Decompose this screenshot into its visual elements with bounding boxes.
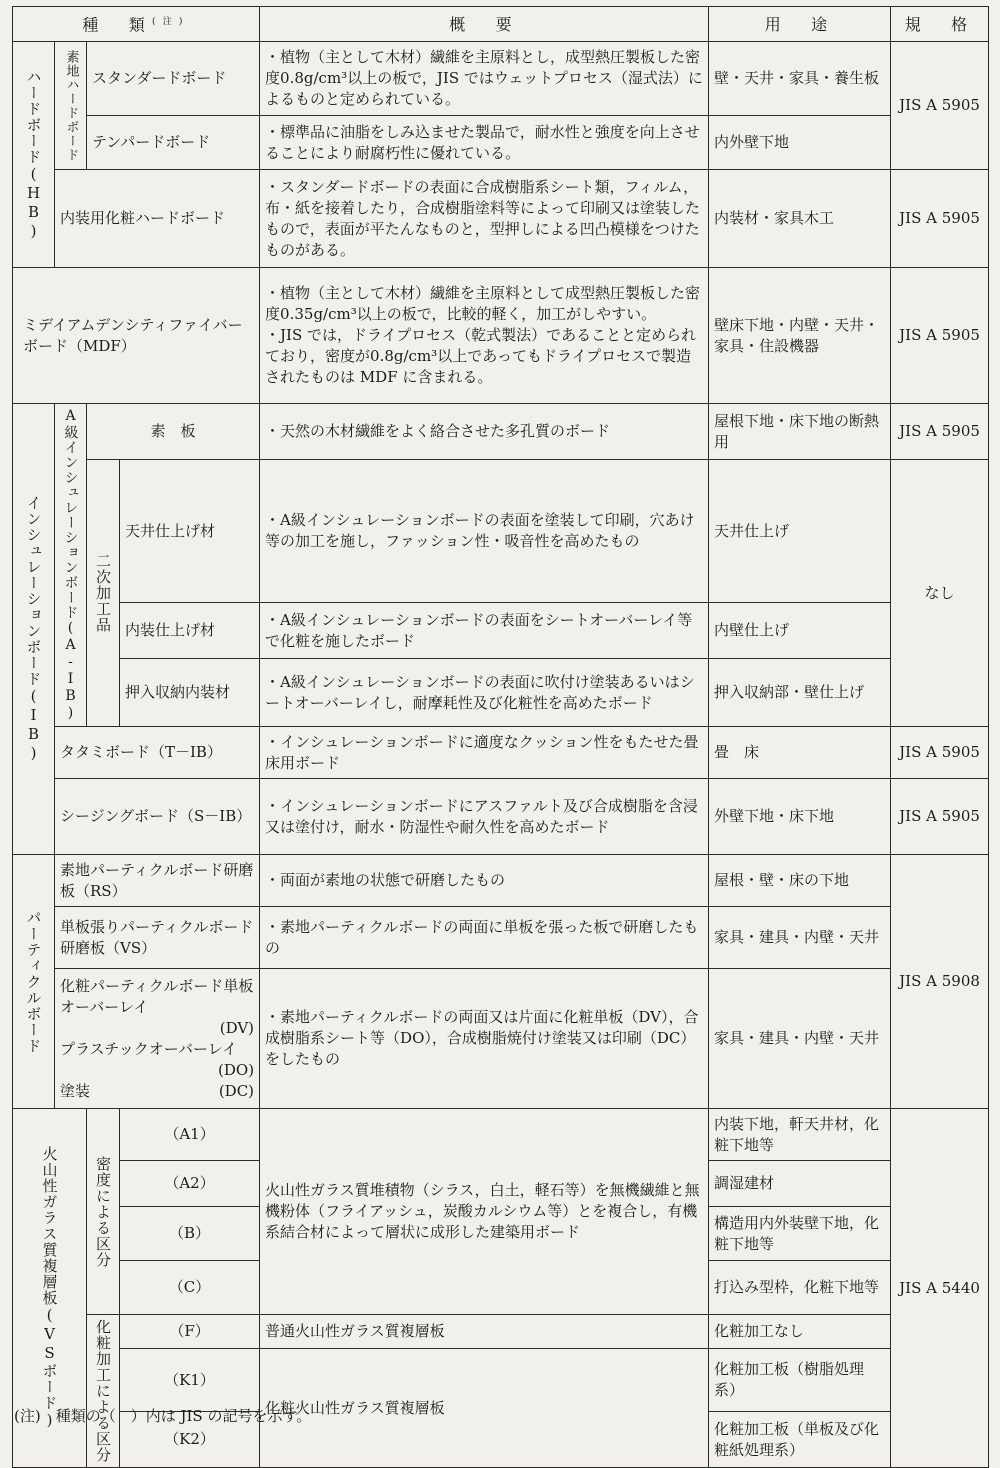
summary-sheathing-board: ・インシュレーションボードにアスファルト及び合成樹脂を含浸又は塗付け，耐水・防湿性や耐久性を高めたボード (260, 779, 709, 855)
use-vs: 家具・建具・内壁・天井 (709, 907, 891, 969)
group-label-ib: インシュレーションボード(IB) (13, 404, 55, 855)
header-use: 用 途 (709, 7, 891, 42)
use-deco-hardboard: 内装材・家具木工 (709, 170, 891, 268)
group-label-vs: 火山性ガラス質複層板(VSボード) (13, 1109, 87, 1468)
sublabel-secondary: 二次加工品 (87, 460, 120, 727)
kind-sheathing-board: シージングボード（S－IB） (55, 779, 260, 855)
grade-c: （C） (120, 1261, 260, 1315)
spec-deco-hardboard: JIS A 5905 (891, 170, 989, 268)
header-summary: 概 要 (260, 7, 709, 42)
kind-tatami-board: タタミボード（T－IB） (55, 727, 260, 779)
use-b: 構造用内外装壁下地，化粧下地等 (709, 1207, 891, 1261)
spec-mdf: JIS A 5905 (891, 268, 989, 404)
spec-particle-board: JIS A 5908 (891, 855, 989, 1109)
use-sheathing-board: 外壁下地・床下地 (709, 779, 891, 855)
table-row (13, 268, 989, 404)
kind-temper-board: テンパードボード (87, 116, 260, 170)
summary-tatami-board: ・インシュレーションボードに適度なクッション性をもたせた畳床用ボード (260, 727, 709, 779)
summary-mdf-2: ・JIS では，ドライプロセス（乾式製法）であることと定められており，密度が0.8g/cm³以上であってもドライプロセスで製造されたものは MDF に含まれる。 (265, 326, 697, 386)
table-row (13, 170, 989, 268)
use-tatami-board: 畳 床 (709, 727, 891, 779)
kind-rs: 素地パーティクルボード研磨板（RS） (55, 855, 260, 907)
summary-f: 普通火山性ガラス質複層板 (260, 1315, 709, 1349)
use-temper-board: 内外壁下地 (709, 116, 891, 170)
summary-k: 化粧火山性ガラス質複層板 (260, 1349, 709, 1468)
kind-deco-hardboard: 内装用化粧ハードボード (55, 170, 260, 268)
spec-tatami-board: JIS A 5905 (891, 727, 989, 779)
summary-deco-particle: ・素地パーティクルボードの両面又は片面に化粧単板（DV），合成樹脂系シート等（DO），合成樹脂焼付け塗装又は印刷（DC）をしたもの (260, 969, 709, 1109)
use-closet-material: 押入収納部・壁仕上げ (709, 659, 891, 727)
table-row (13, 116, 989, 170)
use-k1: 化粧加工板（樹脂処理系） (709, 1349, 891, 1412)
grade-a1: （A1） (120, 1109, 260, 1161)
spec-sheathing-board: JIS A 5905 (891, 779, 989, 855)
table-row (13, 1349, 989, 1412)
spec-none: なし (891, 460, 989, 727)
use-c: 打込み型枠，化粧下地等 (709, 1261, 891, 1315)
group-label-pb: パーティクルボード (13, 855, 55, 1109)
summary-mdf-1: ・植物（主として木材）繊維を主原料として成型熱圧製板した密度0.35g/cm³以上の板で，比較的軽く，加工がしやすい。 (265, 284, 701, 323)
table-row (13, 460, 989, 603)
kind-deco-l1: 化粧パーティクルボード単板オーバーレイ (60, 976, 254, 1016)
use-a1: 内装下地，軒天井材，化粧下地等 (709, 1109, 891, 1161)
summary-density: 火山性ガラス質堆積物（シラス，白土，軽石等）を無機繊維と無機粉体（フライアッシュ，炭酸カルシウム等）とを複合し，有機系結合材によって層状に成形した建築用ボード (260, 1109, 709, 1315)
grade-k1: （K1） (120, 1349, 260, 1412)
sublabel-finish: 化粧加工による区分 (87, 1315, 120, 1468)
sublabel-hb-plain: 素地ハードボード (55, 42, 87, 170)
group-label-hb: ハードボード(HB) (13, 42, 55, 268)
summary-deco-hardboard: ・スタンダードボードの表面に合成樹脂系シート類，フィルム，布・紙を接着したり，合成樹脂塗料等によって印刷又は塗装したもので，表面が平たんなものと，型押しによる凹凸模様をつけたものがある。 (260, 170, 709, 268)
table-row (13, 779, 989, 855)
summary-interior-finish: ・A級インシュレーションボードの表面をシートオーバーレイ等で化粧を施したボード (260, 603, 709, 659)
use-a2: 調湿建材 (709, 1161, 891, 1207)
footnote: (注) 種類の（ ）内は JIS の記号を示す。 (14, 1407, 312, 1425)
kind-mdf: ミデイアムデンシティファイバーボード（MDF） (13, 268, 260, 404)
kind-vs: 単板張りパーティクルボード研磨板（VS） (55, 907, 260, 969)
header-row (13, 7, 989, 42)
grade-k2: （K2） (120, 1412, 260, 1468)
use-interior-finish: 内壁仕上げ (709, 603, 891, 659)
kind-deco-l2: プラスチックオーバーレイ (60, 1039, 238, 1058)
table-row (13, 727, 989, 779)
header-kind-note: (注) (152, 17, 190, 28)
kind-plain-board: 素 板 (87, 404, 260, 460)
table-row (13, 1315, 989, 1349)
use-f: 化粧加工なし (709, 1315, 891, 1349)
use-k2: 化粧加工板（単板及び化粧紙処理系） (709, 1412, 891, 1468)
sublabel-aib: A級インシュレーションボード(A-IB) (55, 404, 87, 727)
table-row (13, 659, 989, 727)
use-plain-board: 屋根下地・床下地の断熱用 (709, 404, 891, 460)
board-types-table (12, 6, 989, 1468)
kind-ceiling-finish: 天井仕上げ材 (120, 460, 260, 603)
use-ceiling-finish: 天井仕上げ (709, 460, 891, 603)
summary-ceiling-finish: ・A級インシュレーションボードの表面を塗装して印刷，穴あけ等の加工を施し，ファッション性・吸音性を高めたもの (260, 460, 709, 603)
kind-standard-board: スタンダードボード (87, 42, 260, 116)
summary-rs: ・両面が素地の状態で研磨したもの (260, 855, 709, 907)
spec-vs-board: JIS A 5440 (891, 1109, 989, 1468)
summary-vs: ・素地パーティクルボードの両面に単板を張った板で研磨したもの (260, 907, 709, 969)
kind-closet-material: 押入収納内装材 (120, 659, 260, 727)
grade-f: （F） (120, 1315, 260, 1349)
header-spec: 規 格 (891, 7, 989, 42)
grade-b: （B） (120, 1207, 260, 1261)
use-standard-board: 壁・天井・家具・養生板 (709, 42, 891, 116)
table-row (13, 969, 989, 1109)
summary-temper-board: ・標準品に油脂をしみ込ませた製品で，耐水性と強度を向上させることにより耐腐朽性に優れている。 (260, 116, 709, 170)
kind-deco-l2-code: (DO) (218, 1060, 255, 1079)
grade-a2: （A2） (120, 1161, 260, 1207)
table-row (13, 907, 989, 969)
summary-mdf (260, 268, 709, 404)
spec-standard-board: JIS A 5905 (891, 42, 989, 170)
summary-plain-board: ・天然の木材繊維をよく絡合させた多孔質のボード (260, 404, 709, 460)
kind-deco-l3-code: (DC) (218, 1081, 255, 1100)
use-rs: 屋根・壁・床の下地 (709, 855, 891, 907)
table-row (13, 404, 989, 460)
table-row (13, 1109, 989, 1161)
sublabel-density: 密度による区分 (87, 1109, 120, 1315)
spec-plain-board: JIS A 5905 (891, 404, 989, 460)
table-row (13, 855, 989, 907)
kind-deco-l3: 塗装 (60, 1081, 91, 1100)
summary-closet-material: ・A級インシュレーションボードの表面に吹付け塗装あるいはシートオーバーレイし，耐摩耗性及び化粧性を高めたボード (260, 659, 709, 727)
table-row (13, 603, 989, 659)
kind-deco-l1-code: (DV) (219, 1018, 255, 1037)
kind-deco-particle (55, 969, 260, 1109)
use-mdf: 壁床下地・内壁・天井・家具・住設機器 (709, 268, 891, 404)
header-kind: 種 類$^{(注)}$ (13, 7, 260, 42)
summary-standard-board: ・植物（主として木材）繊維を主原料とし，成型熱圧製板した密度0.8g/cm³以上の板で，JIS ではウェットプロセス（湿式法）によるものと定められている。 (260, 42, 709, 116)
table-row (13, 42, 989, 116)
kind-interior-finish: 内装仕上げ材 (120, 603, 260, 659)
use-deco-particle: 家具・建具・内壁・天井 (709, 969, 891, 1109)
